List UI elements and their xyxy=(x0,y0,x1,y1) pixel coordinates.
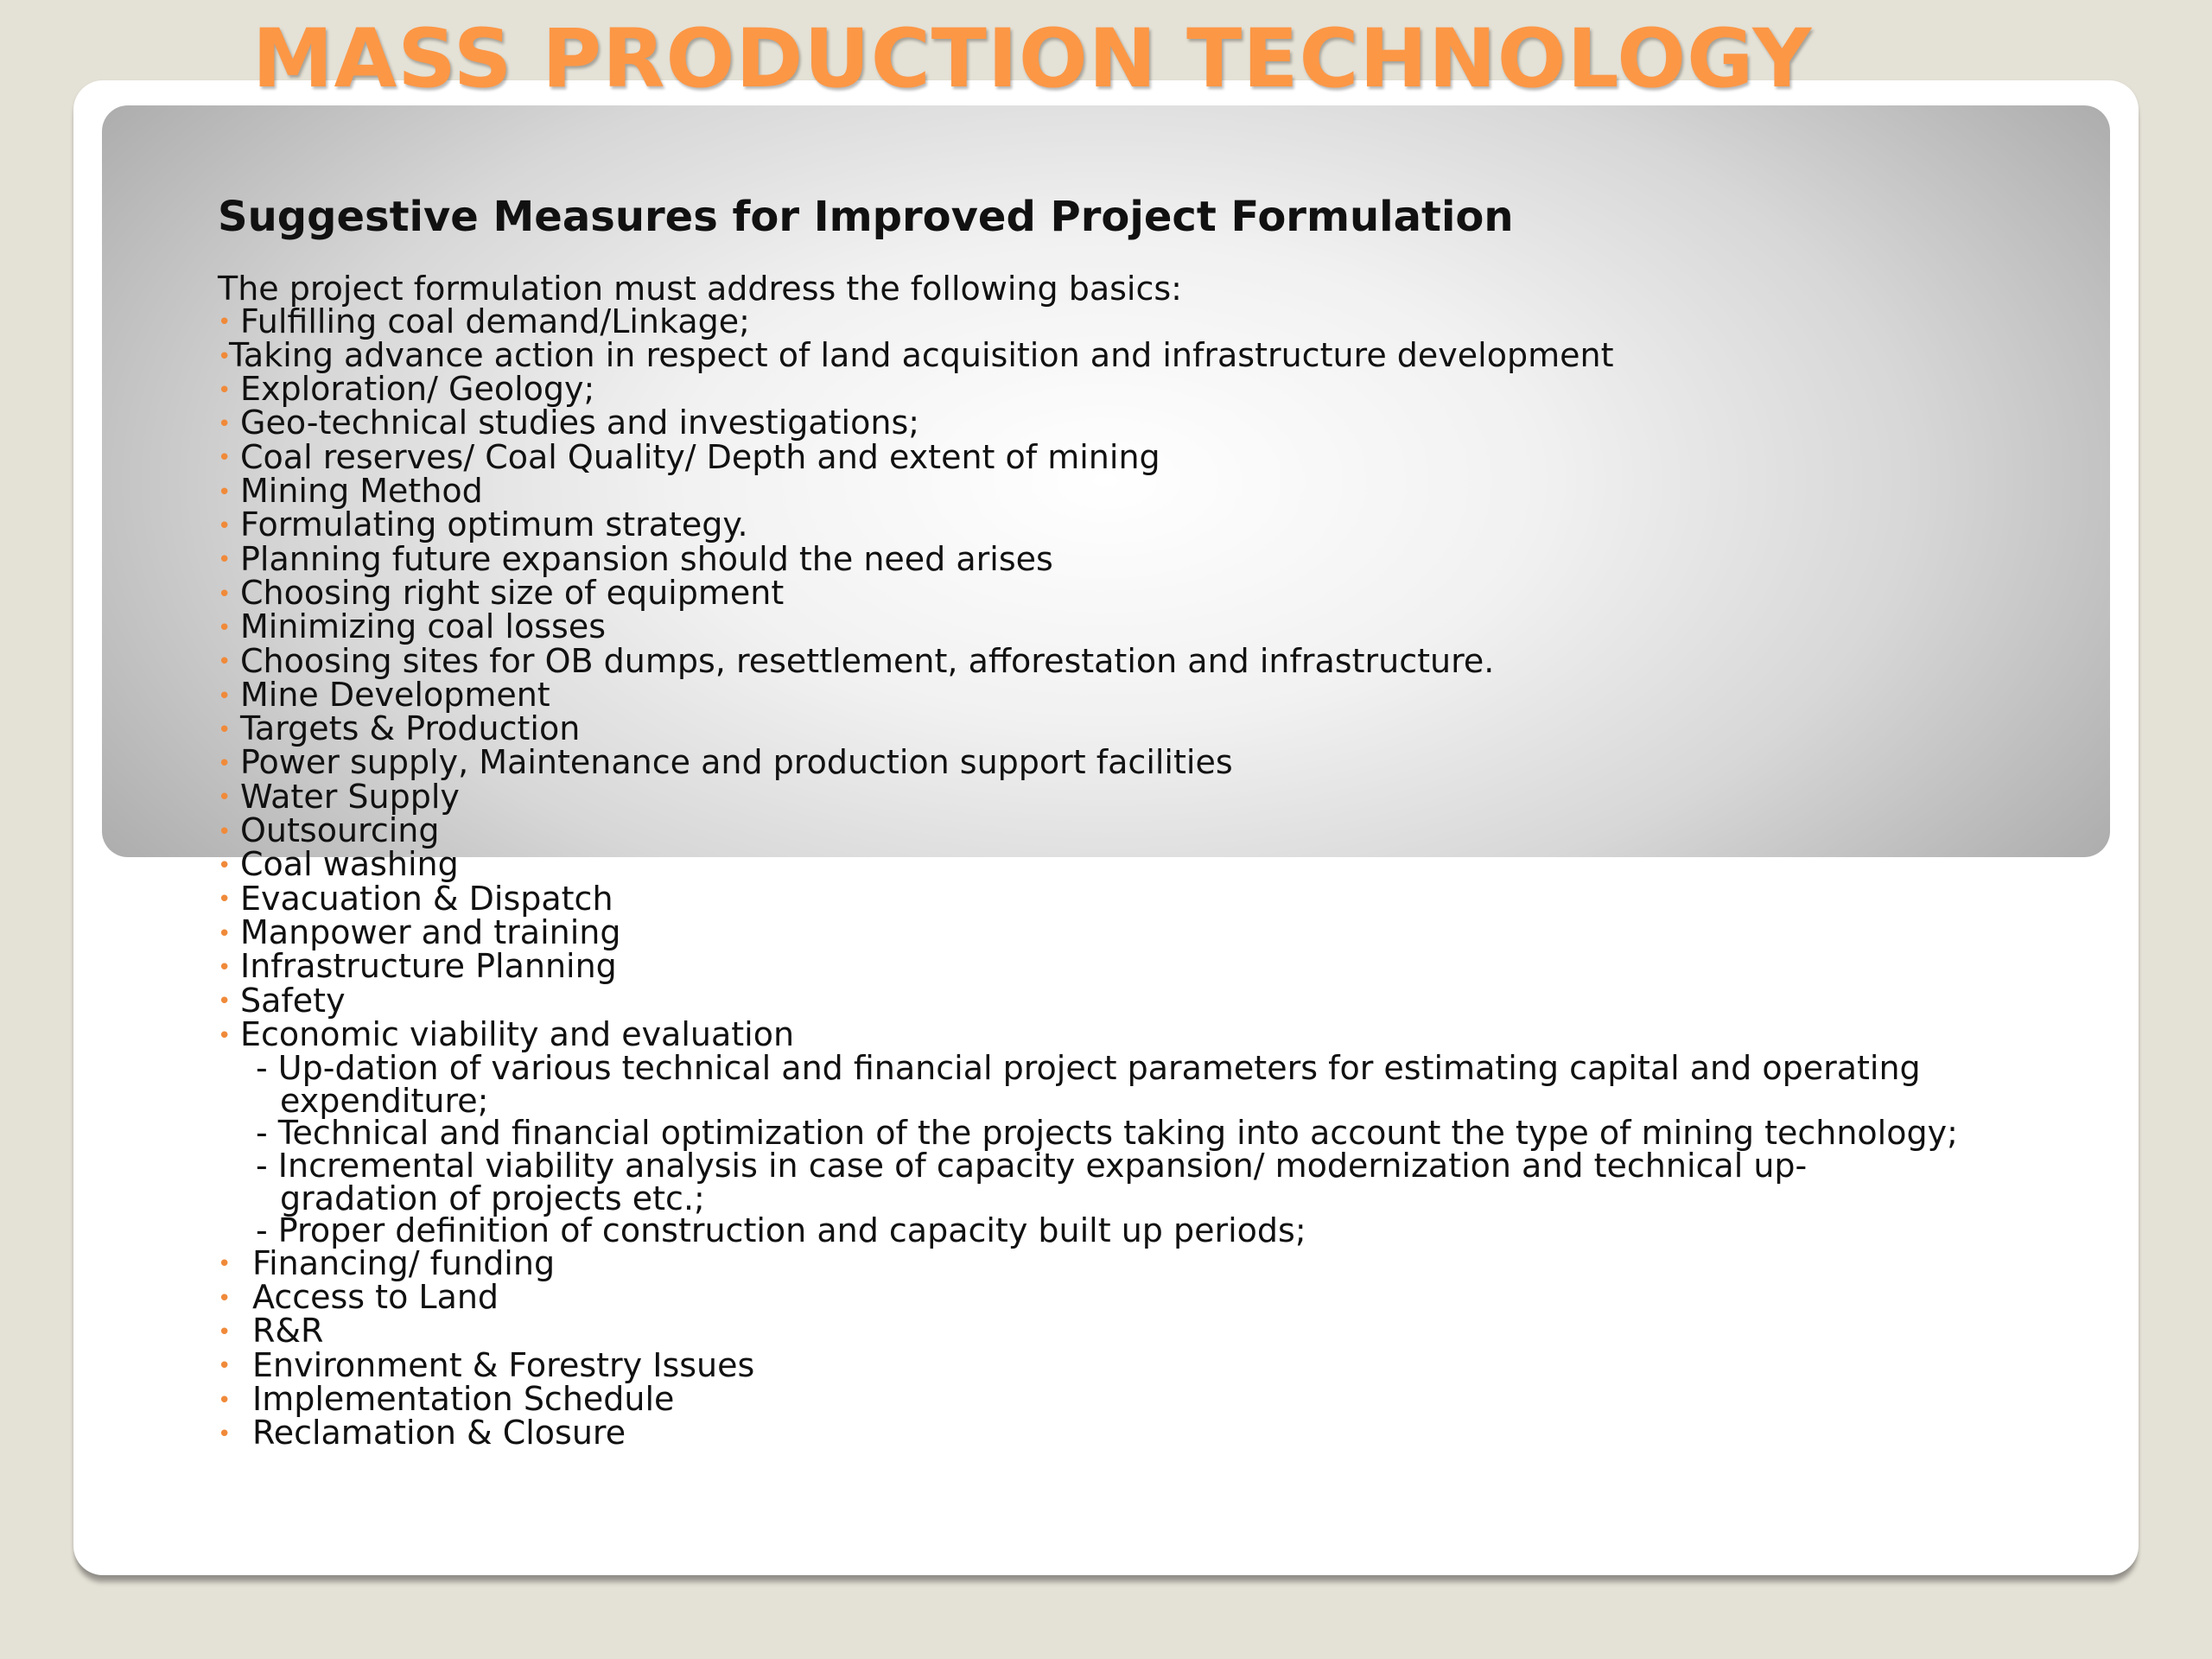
list-item-label: Access to Land xyxy=(252,1277,499,1316)
list-item-label: Minimizing coal losses xyxy=(240,607,606,646)
bullet-dot-icon: • xyxy=(218,1285,232,1312)
bullet-dot-icon: • xyxy=(218,411,232,438)
list-item-label: Coal reserves/ Coal Quality/ Depth and extent of mining xyxy=(240,437,1160,476)
list-item-label: Taking advance action in respect of land acquisition and infrastructure development xyxy=(229,335,1614,374)
list-item-label: Coal washing xyxy=(240,845,459,884)
list-item-label: Financing/ funding xyxy=(252,1243,556,1282)
list-item-label: Environment & Forestry Issues xyxy=(252,1345,755,1384)
bullet-dot-icon: • xyxy=(218,1387,232,1414)
sub-list-item-continuation: expenditure; xyxy=(280,1081,489,1120)
bullet-dot-icon: • xyxy=(218,954,232,981)
list-item-label: Choosing sites for OB dumps, resettlement, afforestation and infrastructure. xyxy=(240,641,1495,680)
list-item xyxy=(218,370,2145,409)
list-item xyxy=(218,641,2145,680)
list-item xyxy=(218,1243,2145,1282)
bullet-dot-icon: • xyxy=(218,920,232,947)
list-item-label: Economic viability and evaluation xyxy=(240,1014,795,1053)
list-item-label: Safety xyxy=(240,981,346,1020)
bullet-dot-icon: • xyxy=(218,614,232,641)
bullet-dot-icon: • xyxy=(218,988,232,1015)
list-item-label: Evacuation & Dispatch xyxy=(240,879,613,918)
list-item-label: Exploration/ Geology; xyxy=(240,370,595,409)
list-item xyxy=(218,743,2145,782)
slide-subtitle: Suggestive Measures for Improved Project Formulation xyxy=(218,193,1514,241)
sub-list-item-text: - Up-dation of various technical and financial project parameters for estimating capital and operating xyxy=(256,1049,1921,1088)
bullet-dot-icon: • xyxy=(218,581,232,607)
sub-list-item xyxy=(218,1114,2145,1153)
bullet-dot-icon: • xyxy=(218,309,232,336)
list-item xyxy=(218,505,2145,544)
list-item xyxy=(218,573,2145,612)
sub-list-item-text: - Incremental viability analysis in case of capacity expansion/ modernization and technical up- xyxy=(256,1146,1808,1185)
list-item-label: R&R xyxy=(252,1312,324,1351)
list-item-label: Outsourcing xyxy=(240,811,440,850)
bullet-dot-icon: • xyxy=(218,479,232,505)
bullet-dot-icon: • xyxy=(218,1421,232,1447)
list-item xyxy=(218,675,2145,714)
bullet-dot-icon: • xyxy=(218,716,232,743)
list-item xyxy=(218,539,2145,578)
list-item xyxy=(218,437,2145,476)
list-item xyxy=(218,709,2145,748)
sub-list-item-continuation: gradation of projects etc.; xyxy=(280,1179,705,1217)
list-item-label: Mining Method xyxy=(240,472,483,511)
list-item xyxy=(218,335,2145,374)
list-item xyxy=(218,1345,2145,1384)
list-item xyxy=(218,879,2145,918)
bullet-dot-icon: • xyxy=(218,1353,232,1380)
bullet-dot-icon: • xyxy=(218,547,232,574)
slide-content xyxy=(218,192,2145,1451)
list-item xyxy=(218,1312,2145,1351)
list-item xyxy=(218,404,2145,442)
list-item-label: Mine Development xyxy=(240,675,550,714)
bullet-dot-icon: • xyxy=(218,1251,232,1278)
bullet-dot-icon: • xyxy=(218,377,232,404)
list-item-label: Infrastructure Planning xyxy=(240,947,617,986)
sub-list-item-text: - Technical and financial optimization of the projects taking into account the type of mining technology; xyxy=(256,1114,1958,1153)
list-item xyxy=(218,1414,2145,1452)
list-item-label: Implementation Schedule xyxy=(252,1379,675,1418)
list-item-label: Formulating optimum strategy. xyxy=(240,505,748,544)
bullet-dot-icon: • xyxy=(218,683,232,709)
bullet-dot-icon: • xyxy=(218,649,232,676)
list-item-label: Targets & Production xyxy=(240,709,581,748)
bullet-dot-icon: • xyxy=(218,751,232,778)
list-item-label: Planning future expansion should the need arises xyxy=(240,539,1053,578)
list-item xyxy=(218,302,2145,340)
sub-list-item xyxy=(218,1049,2145,1120)
list-item xyxy=(218,777,2145,816)
list-item xyxy=(218,981,2145,1020)
bullet-dot-icon: • xyxy=(218,513,232,540)
list-item-label: Fulfilling coal demand/Linkage; xyxy=(240,302,750,340)
bullet-dot-icon: • xyxy=(218,1022,232,1049)
list-item-label: Water Supply xyxy=(240,777,460,816)
measures-list xyxy=(218,302,2145,1452)
bullet-dot-icon: • xyxy=(218,445,232,472)
bullet-dot-icon: • xyxy=(218,887,232,913)
list-item-label: Choosing right size of equipment xyxy=(240,573,785,612)
bullet-dot-icon: • xyxy=(218,1319,232,1345)
bullet-dot-icon: • xyxy=(218,818,232,845)
list-item-label: Manpower and training xyxy=(240,912,621,951)
list-item xyxy=(218,1014,2145,1053)
list-item-label: Geo-technical studies and investigations; xyxy=(240,404,920,442)
list-item-label: Reclamation & Closure xyxy=(252,1414,626,1452)
bullet-dot-icon: • xyxy=(218,785,232,811)
sub-list-item xyxy=(218,1211,2145,1250)
list-item xyxy=(218,845,2145,884)
bullet-dot-icon: • xyxy=(218,853,232,880)
bullet-dot-icon: • xyxy=(218,343,232,370)
sub-list-item-text: - Proper definition of construction and capacity built up periods; xyxy=(256,1211,1306,1250)
slide-title: MASS PRODUCTION TECHNOLOGY xyxy=(252,12,1813,106)
sub-list-item xyxy=(218,1146,2145,1217)
list-item xyxy=(218,607,2145,646)
list-item xyxy=(218,811,2145,850)
list-item xyxy=(218,912,2145,951)
list-item-label: Power supply, Maintenance and production support facilities xyxy=(240,743,1233,782)
list-item xyxy=(218,1379,2145,1418)
intro-text: The project formulation must address the following basics: xyxy=(218,270,1182,308)
list-item xyxy=(218,472,2145,511)
list-item xyxy=(218,1277,2145,1316)
list-item xyxy=(218,947,2145,986)
